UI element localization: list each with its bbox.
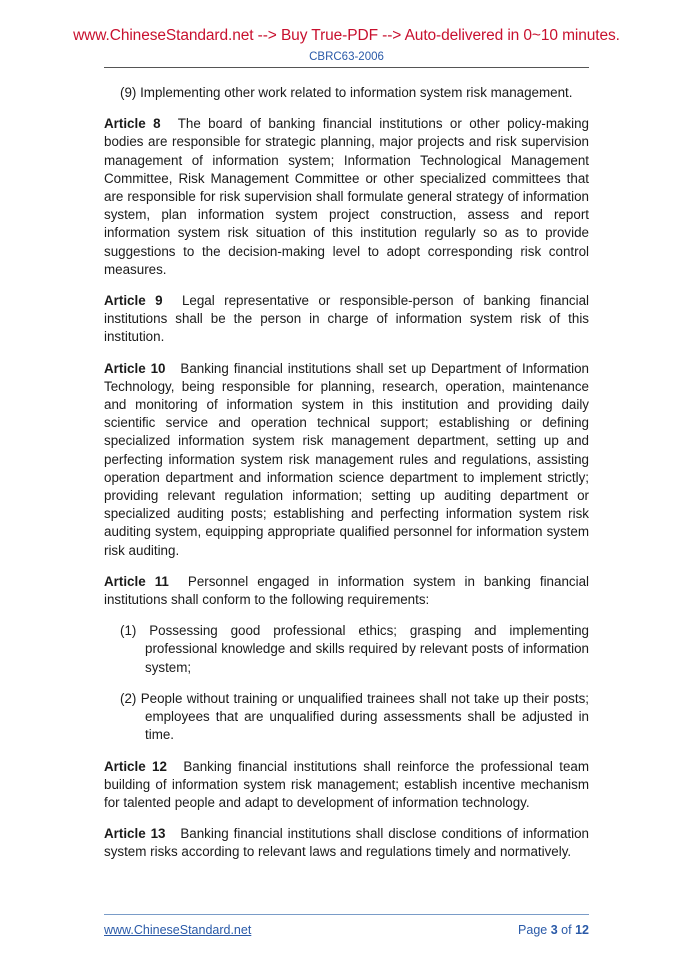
- list-item: (1) Possessing good professional ethics; grasping and implementing professional knowledge and skills required by relevant posts of information system;: [120, 623, 589, 675]
- article-11: [104, 573, 589, 609]
- page-total: 12: [575, 923, 589, 937]
- article-8: [104, 115, 589, 279]
- footer-divider: [104, 914, 589, 915]
- footer-website-link[interactable]: www.ChineseStandard.net: [104, 923, 252, 937]
- page-content: [104, 84, 589, 875]
- article-12: [104, 758, 589, 813]
- list-item-9: (9) Implementing other work related to information system risk management.: [120, 85, 573, 100]
- article-text: Banking financial institutions shall disclose conditions of information system risks according to relevant laws and regulations timely and normatively.: [104, 826, 589, 860]
- article-13: [104, 825, 589, 861]
- page-number: [518, 923, 589, 937]
- article-text: Banking financial institutions shall reinforce the professional team building of information system risk management; establish incentive mechanism for talented people and adapt to development of information technology.: [104, 758, 589, 810]
- page-of: of: [561, 923, 572, 937]
- header-divider: [104, 67, 589, 68]
- article-label: Article 9: [104, 293, 163, 309]
- article-label: Article 11: [104, 573, 169, 589]
- article-text: Banking financial institutions shall set up Department of Information Technology, being responsible for planning, research, operation, maintenance and monitoring of information system in this institution and providing daily scientific service and operation technical support; establishing or defining specialized information system risk management department, setting up and perfecting information system risk management rules and regulations, assisting operation department and information science department to implement strictly; providing relevant regulation information; setting up auditing department or specialized auditing posts; establishing and perfecting information system risk auditing system, equipping appropriate qualified personnel for information system risk auditing.: [104, 360, 589, 558]
- article-text: Legal representative or responsible-person of banking financial institutions shall be the person in charge of information system risk of this institution.: [104, 293, 589, 345]
- article-label: Article 8: [104, 116, 161, 132]
- article-10: [104, 360, 589, 560]
- document-code: CBRC63-2006: [309, 51, 384, 63]
- page-label: Page: [518, 923, 548, 937]
- article-9: [104, 292, 589, 347]
- header-banner[interactable]: www.ChineseStandard.net --> Buy True-PDF --> Auto-delivered in 0~10 minutes.: [73, 27, 620, 44]
- article-label: Article 12: [104, 758, 167, 774]
- article-label: Article 13: [104, 826, 166, 842]
- article-text: The board of banking financial institutions or other policy-making bodies are responsible for strategic planning, major projects and risk supervision management of information system; Information Technological Management Committee, Risk Management Committee or other specialized committees that are responsible for risk supervision shall formulate general strategy of information system, plan information system project construction, assess and report information system risk situation of this institution regularly so as to provide suggestions to the decision-making level to adopt corresponding risk control measures.: [104, 116, 590, 277]
- article-text: Personnel engaged in information system in banking financial institutions shall conform to the following requirements:: [104, 573, 589, 608]
- page-current: 3: [550, 923, 558, 937]
- article-label: Article 10: [104, 360, 166, 376]
- list-item: (2) People without training or unqualified trainees shall not take up their posts; employees that are unqualified during assessments shall be adjusted in time.: [120, 690, 589, 743]
